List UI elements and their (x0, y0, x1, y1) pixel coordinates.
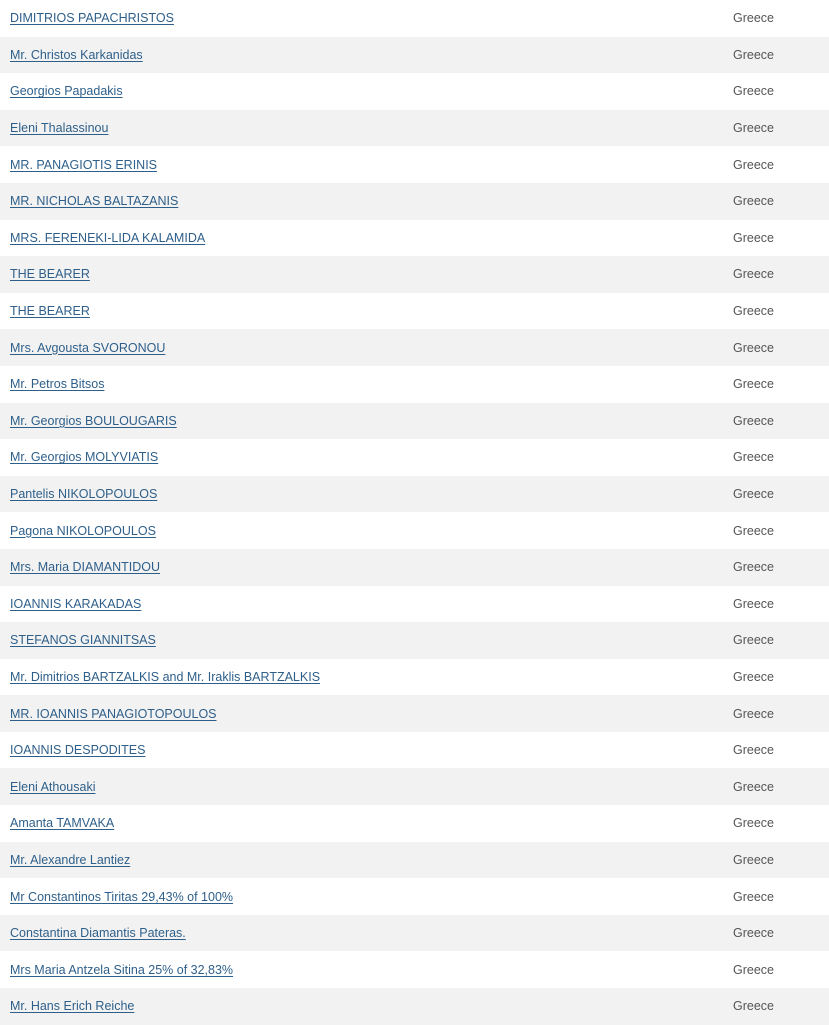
country-label: Greece (733, 816, 774, 831)
entity-name-link[interactable]: Mr. Georgios MOLYVIATIS (10, 450, 159, 465)
country-label: Greece (733, 157, 774, 172)
country-label: Greece (733, 84, 774, 99)
country-label: Greece (733, 669, 774, 684)
table-row (0, 768, 829, 805)
country-label: Greece (733, 523, 774, 538)
table-row (0, 732, 829, 769)
country-label: Greece (733, 743, 774, 758)
table-row (0, 183, 829, 220)
entity-name-link[interactable]: MR. PANAGIOTIS ERINIS (10, 157, 158, 172)
country-label: Greece (733, 779, 774, 794)
entity-name-link[interactable]: Mr. Christos Karkanidas (10, 47, 143, 62)
entity-name-link[interactable]: Amanta TAMVAKA (10, 816, 115, 831)
table-row (0, 512, 829, 549)
country-label: Greece (733, 194, 774, 209)
table-row (0, 146, 829, 183)
entity-name-link[interactable]: Constantina Diamantis Pateras. (10, 926, 186, 941)
country-label: Greece (733, 596, 774, 611)
entity-name-link[interactable]: Mrs. Maria DIAMANTIDOU (10, 560, 160, 575)
table-row (0, 951, 829, 988)
entity-name-link[interactable]: THE BEARER (10, 304, 90, 319)
entity-name-link[interactable]: IOANNIS KARAKADAS (10, 596, 142, 611)
entity-name-link[interactable]: MRS. FERENEKI-LIDA KALAMIDA (10, 230, 206, 245)
country-label: Greece (733, 11, 774, 26)
table-row (0, 329, 829, 366)
country-label: Greece (733, 267, 774, 282)
entity-name-link[interactable]: Eleni Athousaki (10, 779, 96, 794)
table-row (0, 403, 829, 440)
table-row (0, 915, 829, 952)
country-label: Greece (733, 852, 774, 867)
table-row (0, 476, 829, 513)
table-row (0, 439, 829, 476)
entity-name-link[interactable]: Georgios Papadakis (10, 84, 123, 99)
table-row (0, 110, 829, 147)
table-row (0, 842, 829, 879)
country-label: Greece (733, 230, 774, 245)
table-row (0, 622, 829, 659)
entity-name-link[interactable]: MR. IOANNIS PANAGIOTOPOULOS (10, 706, 217, 721)
entity-name-link[interactable]: Mrs. Avgousta SVORONOU (10, 340, 166, 355)
country-label: Greece (733, 999, 774, 1014)
table-row (0, 988, 829, 1025)
country-label: Greece (733, 487, 774, 502)
entity-name-link[interactable]: Mrs Maria Antzela Sitina 25% of 32,83% (10, 962, 234, 977)
entity-name-link[interactable]: Mr Constantinos Tiritas 29,43% of 100% (10, 889, 234, 904)
table-row (0, 549, 829, 586)
entity-name-link[interactable]: Mr. Petros Bitsos (10, 377, 105, 392)
country-label: Greece (733, 450, 774, 465)
table-row (0, 805, 829, 842)
table-row (0, 37, 829, 74)
country-label: Greece (733, 633, 774, 648)
table-row (0, 293, 829, 330)
table-row (0, 0, 829, 37)
country-label: Greece (733, 560, 774, 575)
entity-name-link[interactable]: Pagona NIKOLOPOULOS (10, 523, 156, 538)
entity-name-link[interactable]: Mr. Georgios BOULOUGARIS (10, 413, 177, 428)
table-row (0, 220, 829, 257)
country-label: Greece (733, 340, 774, 355)
country-label: Greece (733, 413, 774, 428)
entity-name-link[interactable]: IOANNIS DESPODITES (10, 743, 146, 758)
table-row (0, 586, 829, 623)
country-label: Greece (733, 926, 774, 941)
country-label: Greece (733, 889, 774, 904)
country-label: Greece (733, 377, 774, 392)
entity-name-link[interactable]: Pantelis NIKOLOPOULOS (10, 487, 158, 502)
table-row (0, 366, 829, 403)
entity-name-link[interactable]: THE BEARER (10, 267, 90, 282)
country-label: Greece (733, 962, 774, 977)
entity-name-link[interactable]: Mr. Hans Erich Reiche (10, 999, 135, 1014)
country-label: Greece (733, 706, 774, 721)
entity-name-link[interactable]: STEFANOS GIANNITSAS (10, 633, 156, 648)
table-row (0, 878, 829, 915)
country-label: Greece (733, 47, 774, 62)
country-label: Greece (733, 304, 774, 319)
entity-name-link[interactable]: Mr. Alexandre Lantiez (10, 852, 131, 867)
entity-name-link[interactable]: Mr. Dimitrios BARTZALKIS and Mr. Iraklis BARTZALKIS (10, 669, 321, 684)
entity-name-link[interactable]: MR. NICHOLAS BALTAZANIS (10, 194, 179, 209)
country-label: Greece (733, 121, 774, 136)
entity-name-link[interactable]: DIMITRIOS PAPACHRISTOS (10, 11, 174, 26)
table-row (0, 256, 829, 293)
table-row (0, 695, 829, 732)
entity-name-link[interactable]: Eleni Thalassinou (10, 121, 109, 136)
table-row (0, 659, 829, 696)
table-row (0, 73, 829, 110)
